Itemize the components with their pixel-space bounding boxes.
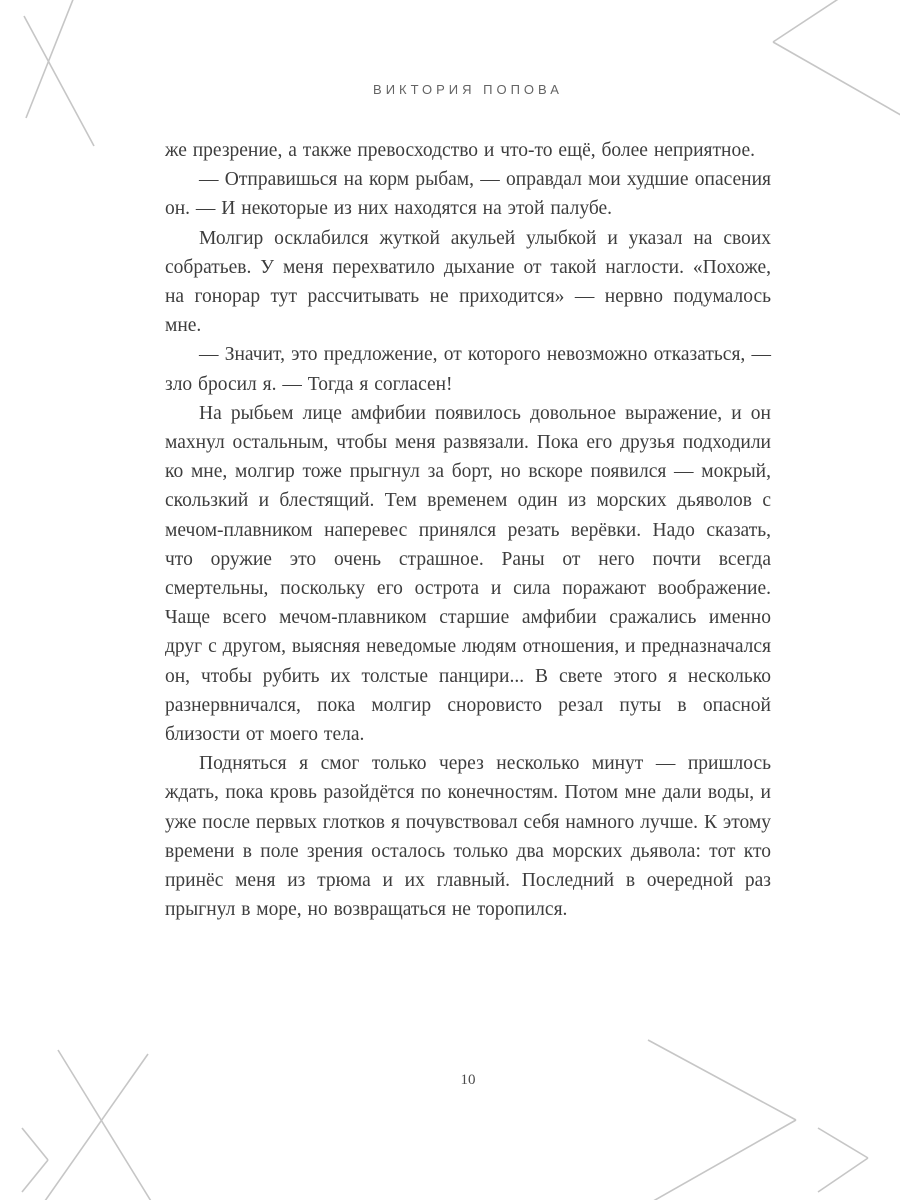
paragraph: — Отправишься на корм рыбам, — оправдал мои худшие опасения он. — И некоторые из них находятся на этой палубе. [165, 169, 771, 220]
ornament-line [58, 1050, 154, 1200]
ornament-line [22, 1128, 48, 1160]
ornament-line [773, 42, 900, 118]
paragraph: — Значит, это предложение, от которого невозможно отказаться, — зло бросил я. — Тогда я согласен! [165, 344, 771, 395]
ornament-line [22, 1160, 48, 1192]
ornament-line [648, 1120, 796, 1200]
ornament-line [818, 1128, 868, 1158]
ornament-line [818, 1158, 868, 1192]
ornament-line [40, 1054, 148, 1200]
paragraph: же презрение, а также превосходство и что-то ещё, более неприятное. [165, 140, 755, 161]
paragraph: Подняться я смог только через несколько минут — пришлось ждать, пока кровь разойдётся по конечностям. Потом мне дали воды, и уже после первых глотков я почувствовал себя намного лучше. К этому времени в поле зрения осталось только два морских дьявола: тот кто принёс меня из трюма и их главный. Последний в очередной раз прыгнул в море, но возвращаться не торопился. [165, 753, 771, 921]
ornament-line [26, 0, 76, 118]
paragraph: Молгир осклабился жуткой акульей улыбкой и указал на своих собратьев. У меня перехватило дыхание от такой наглости. «Похоже, на гонорар тут рассчитывать не приходится» — нервно подумалось мне. [165, 227, 771, 337]
running-header-author: ВИКТОРИЯ ПОПОВА [373, 82, 563, 97]
body-text [165, 136, 771, 924]
page-number: 10 [460, 1072, 476, 1088]
paragraph: На рыбьем лице амфибии появилось довольное выражение, и он махнул остальным, чтобы меня развязали. Пока его друзья подходили ко мне, молгир тоже прыгнул за борт, но вскоре появился — мокрый, скользкий и блестящий. Тем временем один из морских дьяволов с мечом-плавником наперевес принялся резать верёвки. Надо сказать, что оружие это очень страшное. Раны от него почти всегда смертельны, поскольку его острота и сила поражают воображение. Чаще всего мечом-плавником старшие амфибии сражались именно друг с другом, выясняя неведомые людям отношения, и предназначался он, чтобы рубить их толстые панцири... В свете этого я несколько разнервничался, пока молгир сноровисто резал путы в опасной близости от моего тела. [165, 402, 771, 746]
ornament-line [24, 16, 94, 146]
ornament-line [773, 0, 858, 42]
